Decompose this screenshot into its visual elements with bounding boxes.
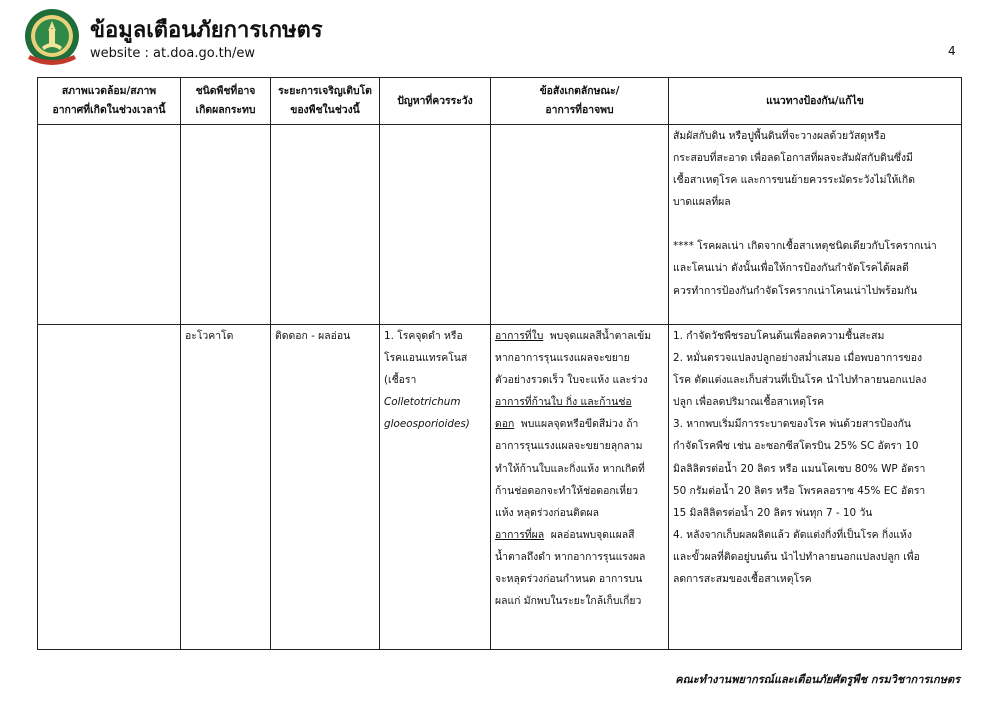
warning-table xyxy=(37,77,962,650)
row2-guidance: 1. กำจัดวัชพืชรอบโคนต้นเพื่อลดความชื้นสะสม 2. หมั่นตรวจแปลงปลูกอย่างสม่ำเสมอ เมื่อพบอาการของ โรค ตัดแต่งและเก็บส่วนที่เป็นโรค นำไปทำลายนอกแปลง ปลูก เพื่อลดปริมาณเชื้อสาเหตุโรค 3. หากพบเริ่มมีการระบาดของโรค พ่นด้วยสารป้องกัน กำจัดโรคพืช เช่น อะซอกซีสโตรบิน 25% SC อัตรา 10 มิลลิลิตรต่อน้ำ 20 ลิตร หรือ แมนโคเซบ 80% WP อัตรา 50 กรัมต่อน้ำ 20 ลิตร หรือ โพรคลอราซ 45% EC อัตรา 15 มิลลิลิตรต่อน้ำ 20 ลิตร พ่นทุก 7 - 10 วัน 4. หลังจากเก็บผลผลิตแล้ว ตัดแต่งกิ่งที่เป็นโรค กิ่งแห้ง และขั้วผลที่ติดอยู่บนต้น นำไปทำลายนอกแปลงปลูก เพื่อ ลดการสะสมของเชื้อสาเหตุโรค xyxy=(669,325,962,650)
row1-observation xyxy=(491,125,669,325)
col-header-crop: ชนิดพืชที่อาจ เกิดผลกระทบ xyxy=(181,78,271,125)
row2-stage: ติดดอก - ผลอ่อน xyxy=(271,325,380,650)
row2-environment xyxy=(38,325,181,650)
footer-credit: คณะทำงานพยากรณ์และเตือนภัยศัตรูพืช กรมวิชาการเกษตร xyxy=(675,673,960,686)
page-title: ข้อมูลเตือนภัยการเกษตร xyxy=(90,18,323,43)
row1-guidance: สัมผัสกับดิน หรือปูพื้นดินที่จะวางผลด้วยวัสดุหรือ กระสอบที่สะอาด เพื่อลดโอกาสที่ผลจะสัมผัสกับดินซึ่งมี เชื้อสาเหตุโรค และการขนย้ายควรระมัดระวังไม่ให้เกิด บาดแผลที่ผล **** โรคผลเน่า เกิดจากเชื้อสาเหตุชนิดเดียวกับโรครากเน่า และโคนเน่า ดังนั้นเพื่อให้การป้องกันกำจัดโรคได้ผลดี ควรทำการป้องกันกำจัดโรครากเน่าโคนเน่าไปพร้อมกัน xyxy=(669,125,962,325)
row1-environment xyxy=(38,125,181,325)
website-url: website : at.doa.go.th/ew xyxy=(90,46,255,61)
row2-problem: 1. โรคจุดดำ หรือ โรคแอนแทรคโนส (เชื้อรา Colletotrichum gloeosporioides) xyxy=(380,325,491,650)
table-row xyxy=(38,125,962,325)
col-header-guidance: แนวทางป้องกัน/แก้ไข xyxy=(669,78,962,125)
col-header-environment: สภาพแวดล้อม/สภาพ อากาศที่เกิดในช่วงเวลานี้ xyxy=(38,78,181,125)
row1-crop xyxy=(181,125,271,325)
col-header-observation: ข้อสังเกตลักษณะ/ อาการที่อาจพบ xyxy=(491,78,669,125)
table-header-row xyxy=(38,78,962,125)
col-header-stage: ระยะการเจริญเติบโต ของพืชในช่วงนี้ xyxy=(271,78,380,125)
doa-emblem-icon xyxy=(22,7,82,73)
row2-observation: อาการที่ใบ พบจุดแผลสีน้ำตาลเข้ม หากอาการรุนแรงแผลจะขยาย ตัวอย่างรวดเร็ว ใบจะแห้ง และร่วง อาการที่ก้านใบ กิ่ง และก้านช่อ ดอก พบแผลจุดหรือขีดสีม่วง ถ้า อาการรุนแรงแผลจะขยายลุกลาม ทำให้ก้านใบและกิ่งแห้ง หากเกิดที่ ก้านช่อดอกจะทำให้ช่อดอกเหี่ยว แห้ง หลุดร่วงก่อนติดผล อาการที่ผล ผลอ่อนพบจุดแผลสี น้ำตาลถึงดำ หากอาการรุนแรงผล จะหลุดร่วงก่อนกำหนด อาการบน ผลแก่ มักพบในระยะใกล้เก็บเกี่ยว xyxy=(491,325,669,650)
table-row xyxy=(38,325,962,650)
row1-problem xyxy=(380,125,491,325)
row1-stage xyxy=(271,125,380,325)
page-number: 4 xyxy=(948,44,956,58)
row2-crop: อะโวคาโด xyxy=(181,325,271,650)
doa-logo xyxy=(22,7,82,73)
col-header-problem: ปัญหาที่ควรระวัง xyxy=(380,78,491,125)
